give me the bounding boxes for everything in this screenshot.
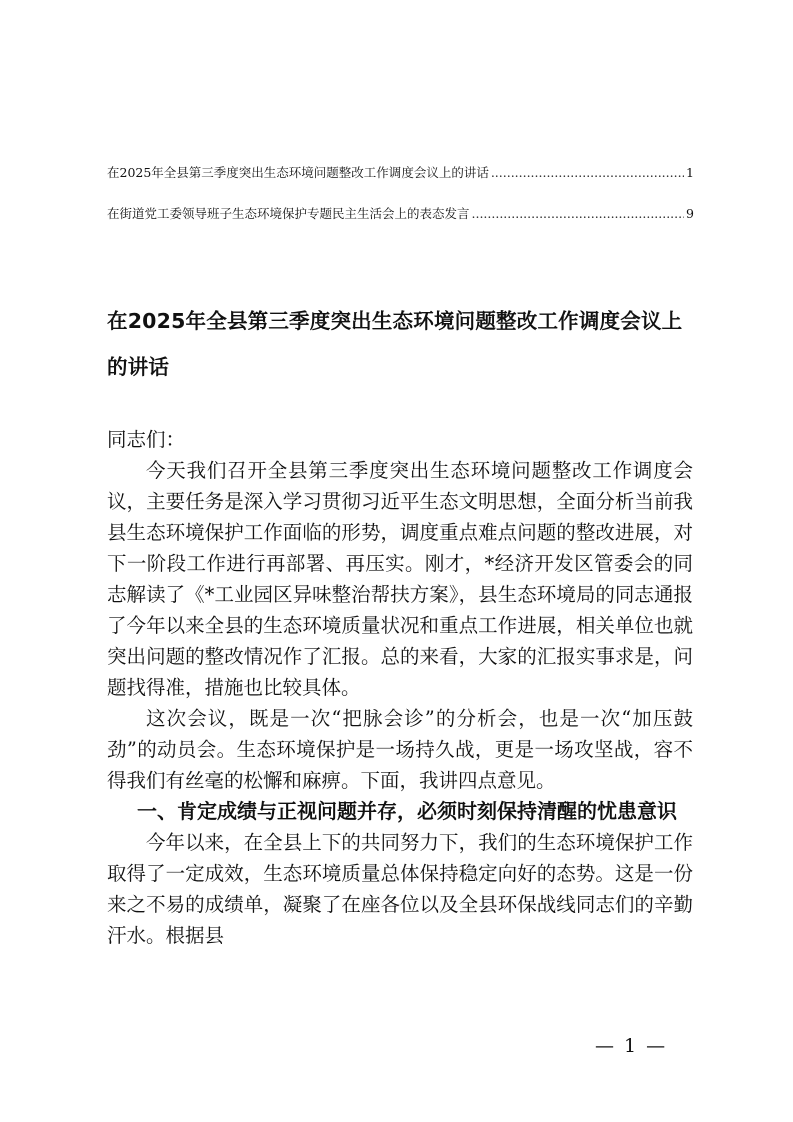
toc-entry-title: 在2025年全县第三季度突出生态环境问题整改工作调度会议上的讲话: [107, 165, 489, 180]
toc-entry-title: 在街道党工委领导班子生态环境保护专题民主生活会上的表态发言: [107, 206, 470, 221]
toc-entry-page: 1: [686, 165, 694, 180]
toc-entry-page: 9: [686, 206, 694, 221]
paragraph: 今年以来，在全县上下的共同努力下，我们的生态环境保护工作取得了一定成效，生态环境质量总体保持稳定向好的态势。这是一份来之不易的成绩单，凝聚了在座各位以及全县环保战线同志们的辛勤汗水。根据县: [107, 831, 693, 947]
toc-entry[interactable]: [107, 204, 694, 222]
toc-leader-dots: [491, 165, 684, 180]
section-heading: 一、肯定成绩与正视问题并存，必须时刻保持清醒的忧患意识: [137, 799, 677, 823]
document-title: 在2025年全县第三季度突出生态环境问题整改工作调度会议上的讲话: [107, 308, 683, 379]
paragraph: 这次会议，既是一次“把脉会诊”的分析会，也是一次“加压鼓劲”的动员会。生态环境保护是一场持久战，更是一场攻坚战，容不得我们有丝毫的松懈和麻痹。下面，我讲四点意见。: [107, 707, 693, 792]
toc-entry[interactable]: [107, 163, 694, 181]
salutation: 同志们：: [107, 428, 186, 451]
toc-leader-dots: [472, 206, 685, 221]
page-number: — 1 —: [595, 1035, 668, 1057]
document-body: [107, 424, 693, 951]
paragraph: 今天我们召开全县第三季度突出生态环境问题整改工作调度会议，主要任务是深入学习贯彻习近平生态文明思想，全面分析当前我县生态环境保护工作面临的形势，调度重点难点问题的整改进展，对下一阶段工作进行再部署、再压实。刚才，*经济开发区管委会的同志解读了《*工业园区异味整治帮扶方案》，县生态环境局的同志通报了今年以来全县的生态环境质量状况和重点工作进展，相关单位也就突出问题的整改情况作了汇报。总的来看，大家的汇报实事求是，问题找得准，措施也比较具体。: [107, 459, 693, 699]
